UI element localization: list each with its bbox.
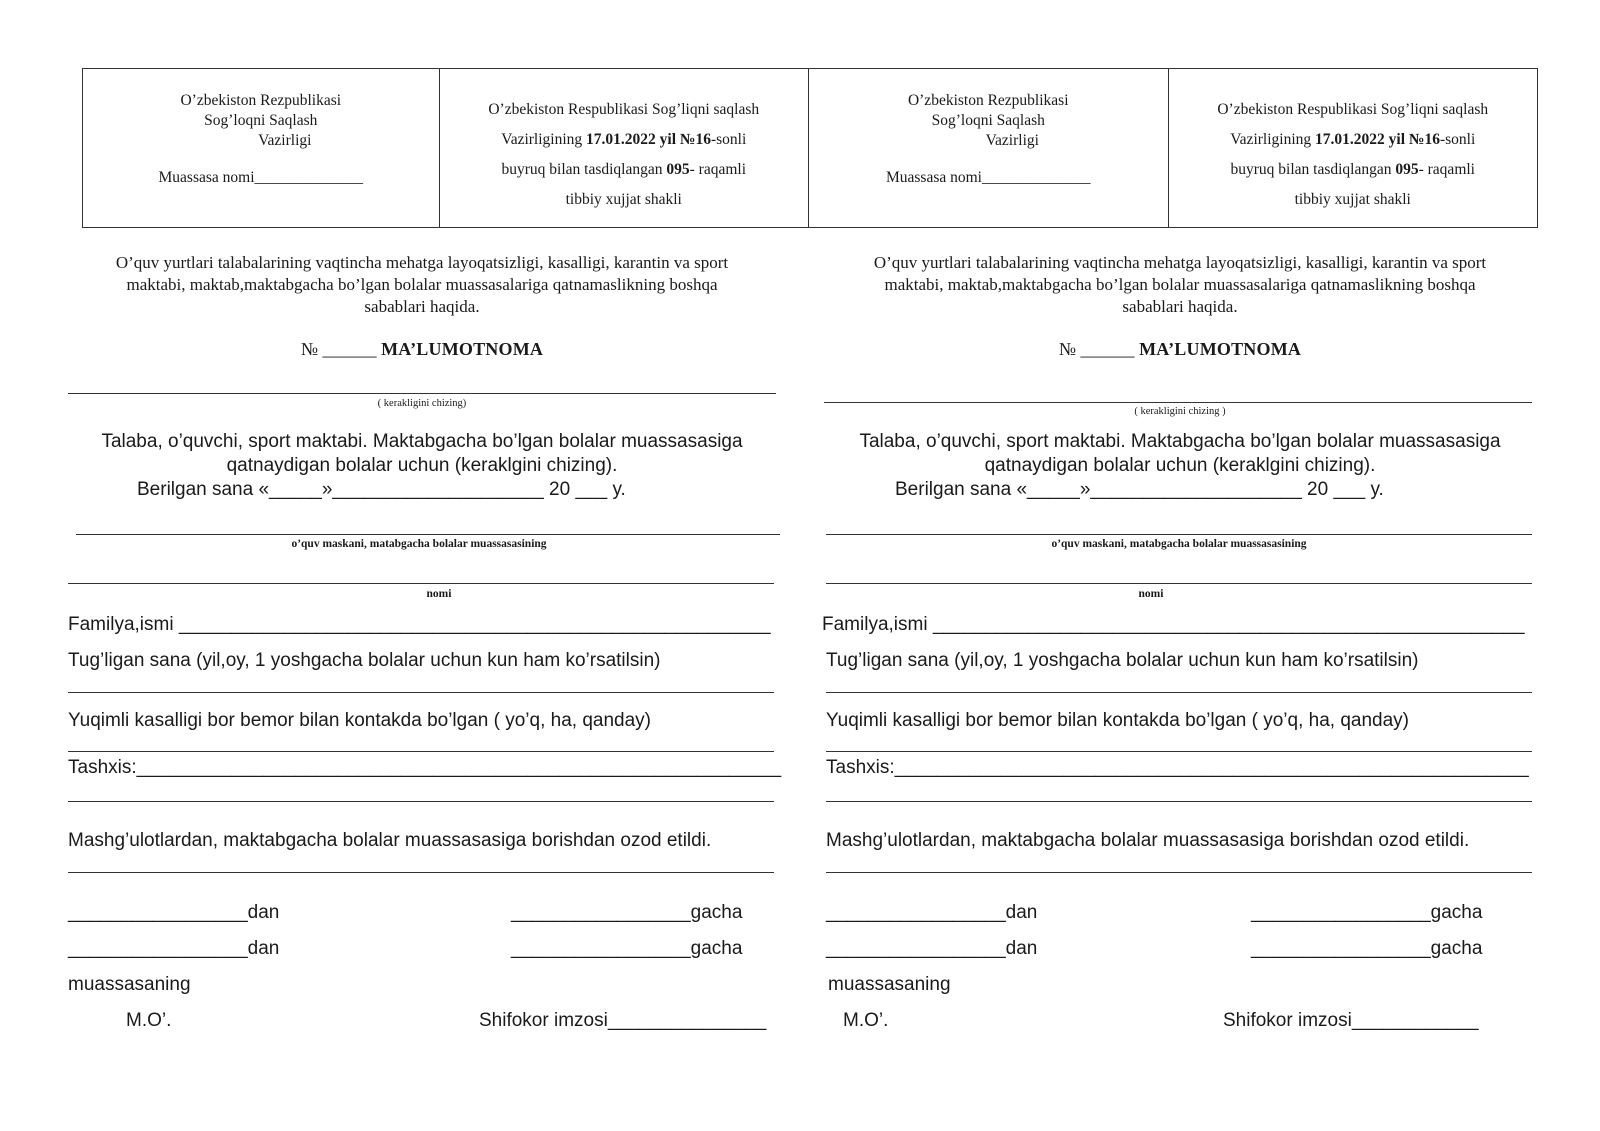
released-line	[68, 872, 774, 873]
from-date-field: _________________dan	[68, 938, 280, 959]
from-date-field: _________________dan	[826, 902, 1038, 923]
decree-line: Vazirligining 17.01.2022 yil №16-sonli	[1230, 131, 1476, 148]
certificate-form-right	[822, 0, 1534, 1131]
ministry-line: Sog’loqni Saqlash	[931, 112, 1045, 129]
institution-line	[826, 534, 1532, 535]
diagnosis-field: Tashxis:_____________________________________________________________	[68, 757, 782, 778]
student-type-note: Talaba, o’quvchi, sport maktabi. Maktabgacha bo’lgan bolalar muassasasiga qatnaydigan bolalar uchun (keraklgini chizing).	[859, 431, 1501, 476]
diagnosis-field: Tashxis:____________________________________________________________	[826, 757, 1529, 778]
birth-date-field: Tug’ligan sana (yil,oy, 1 yoshgacha bolalar uchun kun ham ko’rsatilsin)	[68, 650, 661, 671]
contact-line	[68, 751, 774, 752]
certificate-form-left	[68, 0, 782, 1131]
surname-field: Familya,ismi ________________________________________________________	[822, 614, 1525, 635]
issue-date-field: Berilgan sana «_____»____________________ 20 ___ y.	[895, 479, 1384, 500]
institution-caption: o’quv maskani, matabgacha bolalar muassasasining	[291, 538, 547, 550]
form-title: № ______ MA’LUMOTNOMA	[1058, 339, 1302, 359]
ministry-line: Sog’loqni Saqlash	[204, 112, 318, 129]
issue-date-field: Berilgan sana «_____»____________________ 20 ___ y.	[137, 479, 626, 500]
decree-line: tibbiy xujjat shakli	[1294, 191, 1411, 208]
decree-line: O’zbekiston Respublikasi Sog’liqni saqlash	[1217, 101, 1489, 118]
from-date-field: _________________dan	[826, 938, 1038, 959]
ministry-line: O’zbekiston Rezpublikasi	[907, 92, 1069, 109]
contact-field: Yuqimli kasalligi bor bemor bilan kontakda bo’lgan ( yo’q, ha, qanday)	[826, 710, 1410, 731]
form-intro: O’quv yurtlari talabalarining vaqtincha mehatga layoqatsizligi, kasalligi, karantin va sport maktabi, maktab,maktabgacha bo’lgan bolalar muassasalariga qatnamaslikning boshqa sabablari haqida.	[115, 253, 729, 316]
decree-line: buyruq bilan tasdiqlangan 095- raqamli	[1230, 161, 1475, 178]
form-title: № ______ MA’LUMOTNOMA	[300, 339, 544, 359]
to-date-field: _________________gacha	[1251, 938, 1483, 959]
contact-field: Yuqimli kasalligi bor bemor bilan kontakda bo’lgan ( yo’q, ha, qanday)	[68, 710, 652, 731]
decree-line: O’zbekiston Respublikasi Sog’liqni saqlash	[488, 101, 760, 118]
decree-line: tibbiy xujjat shakli	[565, 191, 682, 208]
student-type-note: Talaba, o’quvchi, sport maktabi. Maktabgacha bo’lgan bolalar muassasasiga qatnaydigan bolalar uchun (keraklgini chizing).	[101, 431, 743, 476]
ministry-line: Vazirligi	[985, 132, 1039, 149]
decree-line: Vazirligining 17.01.2022 yil №16-sonli	[501, 131, 747, 148]
stamp-place: M.O’.	[843, 1010, 889, 1031]
released-text: Mashg’ulotlardan, maktabgacha bolalar muassasasiga borishdan ozod etildi.	[68, 830, 712, 851]
institution-name-field: Muassasa nomi______________	[885, 169, 1091, 186]
name-caption: nomi	[426, 588, 452, 600]
birth-date-line	[68, 692, 774, 693]
surname-field: Familya,ismi ________________________________________________________	[68, 614, 771, 635]
ministry-line: O’zbekiston Rezpublikasi	[180, 92, 342, 109]
strike-hint: ( kerakligini chizing)	[377, 398, 467, 409]
diagnosis-line	[826, 801, 1532, 802]
to-date-field: _________________gacha	[511, 902, 743, 923]
to-date-field: _________________gacha	[511, 938, 743, 959]
birth-date-line	[826, 692, 1532, 693]
institution-word: muassasaning	[68, 974, 191, 995]
institution-word: muassasaning	[828, 974, 951, 995]
institution-name-field: Muassasa nomi______________	[158, 169, 364, 186]
doctor-signature-field: Shifokor imzosi____________	[1223, 1010, 1479, 1031]
to-date-field: _________________gacha	[1251, 902, 1483, 923]
stamp-place: M.O’.	[126, 1010, 172, 1031]
strike-hint: ( kerakligini chizing )	[1134, 406, 1226, 417]
from-date-field: _________________dan	[68, 902, 280, 923]
institution-line	[76, 534, 780, 535]
decree-line: buyruq bilan tasdiqlangan 095- raqamli	[501, 161, 747, 178]
purpose-line	[824, 402, 1532, 403]
diagnosis-line	[68, 801, 774, 802]
purpose-line	[68, 393, 776, 394]
institution-caption: o’quv maskani, matabgacha bolalar muassasasining	[1051, 538, 1307, 550]
released-text: Mashg’ulotlardan, maktabgacha bolalar muassasasiga borishdan ozod etildi.	[826, 830, 1470, 851]
contact-line	[826, 751, 1532, 752]
name-caption: nomi	[1138, 588, 1164, 600]
institution-name-line	[826, 583, 1532, 584]
ministry-line: Vazirligi	[258, 132, 312, 149]
institution-name-line	[68, 583, 774, 584]
doctor-signature-field: Shifokor imzosi_______________	[479, 1010, 767, 1031]
released-line	[826, 872, 1532, 873]
birth-date-field: Tug’ligan sana (yil,oy, 1 yoshgacha bolalar uchun kun ham ko’rsatilsin)	[826, 650, 1419, 671]
form-intro: O’quv yurtlari talabalarining vaqtincha mehatga layoqatsizligi, kasalligi, karantin va sport maktabi, maktab,maktabgacha bo’lgan bolalar muassasalariga qatnamaslikning boshqa sabablari haqida.	[873, 253, 1487, 316]
